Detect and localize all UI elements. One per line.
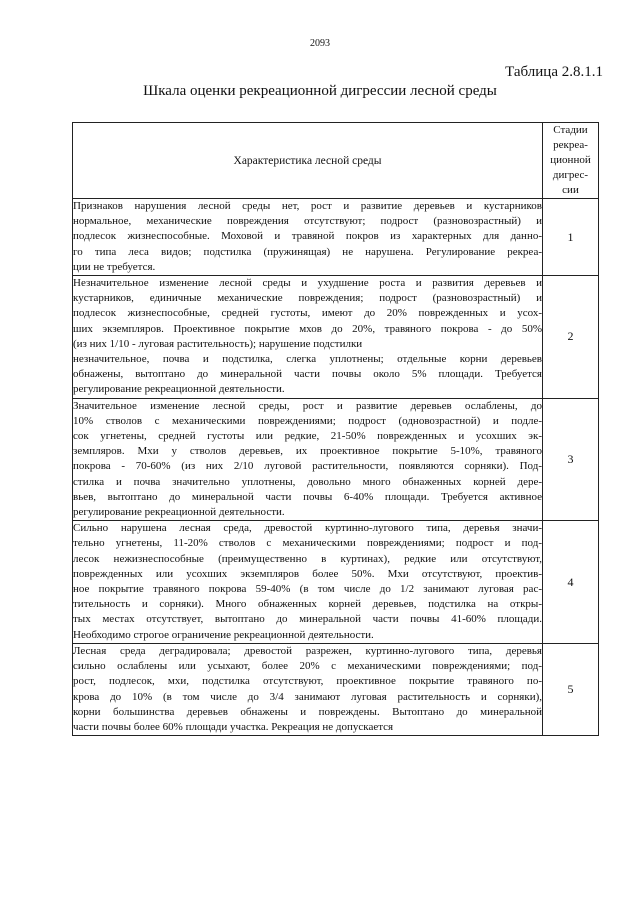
text-line: стилка и почва значительно уплотнены, довольно много обнаженных корней дере- bbox=[73, 475, 542, 488]
text-line: сильно ослаблены или усыхают, более 20% с механическими повреждениями; под- bbox=[73, 660, 542, 673]
text-line: сок угнетены, средней густоты или редкие, 21-50% поврежденных и усохших эк- bbox=[73, 430, 542, 443]
row-description bbox=[73, 643, 543, 735]
header-stages bbox=[543, 123, 599, 199]
table-row bbox=[73, 398, 599, 521]
text-line: Признаков нарушения лесной среды нет, рост и развитие деревьев и кустарников bbox=[73, 200, 542, 212]
text-line: вьев, вытоптано до минеральной части почвы 6-40% площади. Требуется активное bbox=[73, 490, 542, 503]
row-description bbox=[73, 199, 543, 276]
text-line: тельно угнетены, 11-20% стволов с механическими повреждениями; подрост и под- bbox=[73, 537, 542, 550]
text-line: ное покрытие травяного покрова 59-40% (в том числе до 1/2 занимают луговая рас- bbox=[73, 583, 542, 596]
table-row bbox=[73, 521, 599, 644]
row-stage: 1 bbox=[543, 199, 599, 276]
text-line: рост, подлесок, мхи, подстилка отсутствуют, проективное покрытие травяного по- bbox=[73, 675, 542, 688]
text-line: регулирование рекреационной деятельности. bbox=[73, 506, 285, 519]
text-line: покрова - 70-60% (из них 2/10 луговой растительности, появляются сорняки). Под- bbox=[73, 460, 542, 473]
row-stage: 3 bbox=[543, 398, 599, 521]
header-stages-line: рекреа- bbox=[553, 139, 588, 151]
text-line: регулирование рекреационной деятельности. bbox=[73, 383, 285, 396]
text-line: Необходимо строгое ограничение рекреационной деятельности. bbox=[73, 628, 374, 641]
text-line: го типа леса видов; подстилка (пружинящая) не нарушена. Регулирование рекреа- bbox=[73, 245, 542, 258]
text-line: тых местах отсутствует, вытоптано до минеральной части почвы 41-60% площади. bbox=[73, 613, 542, 626]
header-stages-line: дигрес- bbox=[552, 169, 589, 181]
header-stages-line: сии bbox=[562, 184, 579, 196]
text-line: земпляров. Мхи у стволов деревьев, их проективное покрытие 5-10%, травяного bbox=[73, 445, 542, 458]
header-stages-line: ционной bbox=[550, 154, 591, 166]
text-line: ции не требуется. bbox=[73, 260, 156, 273]
document-title: Шкала оценки рекреационной дигрессии лесной среды bbox=[143, 83, 497, 99]
text-line: подлесок жизнеспособные, средней густоты, имеют до 20% поврежденных и усох- bbox=[73, 307, 542, 320]
header-characteristic: Характеристика лесной среды bbox=[73, 123, 543, 199]
text-line: незначительное, почва и подстилка, слегка уплотнены; отдельные корни деревьев bbox=[73, 353, 542, 366]
text-line: Сильно нарушена лесная среда, древостой куртинно-лугового типа, деревья значи- bbox=[73, 522, 542, 535]
page-number: 2093 bbox=[310, 38, 330, 49]
row-description bbox=[73, 398, 543, 521]
table-row bbox=[73, 276, 599, 399]
row-stage: 4 bbox=[543, 521, 599, 644]
table-row bbox=[73, 643, 599, 735]
text-line: крова до 10% (в том числе до 3/4 занимают луговая растительность и сорняки), bbox=[73, 690, 542, 703]
header-stages-line: Стадии bbox=[553, 124, 588, 136]
text-line: поврежденных или усохших экземпляров более 50%. Мхи отсутствуют, проектив- bbox=[73, 567, 542, 580]
table-header-row bbox=[73, 123, 599, 199]
row-stage: 5 bbox=[543, 643, 599, 735]
text-line: корни большинства деревьев обнажены и повреждены. Вытоптано до минеральной bbox=[73, 705, 542, 718]
row-description bbox=[73, 276, 543, 399]
table-label: Таблица 2.8.1.1 bbox=[505, 64, 603, 80]
row-description bbox=[73, 521, 543, 644]
text-line: тительность и сорняки). Много обнаженных корней деревьев, подстилка на откры- bbox=[73, 598, 542, 611]
text-line: нормальное, механические повреждения отсутствуют; подрост (разновозрастный) и bbox=[73, 215, 542, 228]
text-line: 10% стволов с механическими повреждениями; подрост (одновозрастной) и подле- bbox=[73, 414, 542, 427]
text-line: Незначительное изменение лесной среды и ухудшение роста и развития деревьев и bbox=[73, 277, 542, 290]
text-line: кустарников, единичные механические повреждения; подрост (разновозрастный) и bbox=[73, 292, 542, 305]
text-line: Значительное изменение лесной среды, рост и развитие деревьев ослаблены, до bbox=[73, 399, 542, 412]
digression-scale-table bbox=[72, 122, 599, 736]
text-line: ших экземпляров. Проективное покрытие мхов до 20%, травяного покрова - до 50% bbox=[73, 322, 542, 335]
text-line: лесок нежизнеспособные (преимущественно в куртинах), редкие или отсутствуют, bbox=[73, 552, 542, 565]
text-line: подлесок жизнеспособные. Моховой и травяной покров из характерных для данно- bbox=[73, 230, 542, 243]
text-line: обнажены, вытоптано до минеральной части почвы около 5% площади. Требуется bbox=[73, 368, 542, 381]
text-line: части почвы более 60% площади участка. Рекреация не допускается bbox=[73, 720, 394, 733]
row-stage: 2 bbox=[543, 276, 599, 399]
text-line: Лесная среда деградировала; древостой разрежен, куртинно-лугового типа, деревья bbox=[73, 644, 542, 657]
text-line: (из них 1/10 - луговая растительность); нарушение подстилки bbox=[73, 337, 363, 350]
table-row bbox=[73, 199, 599, 276]
